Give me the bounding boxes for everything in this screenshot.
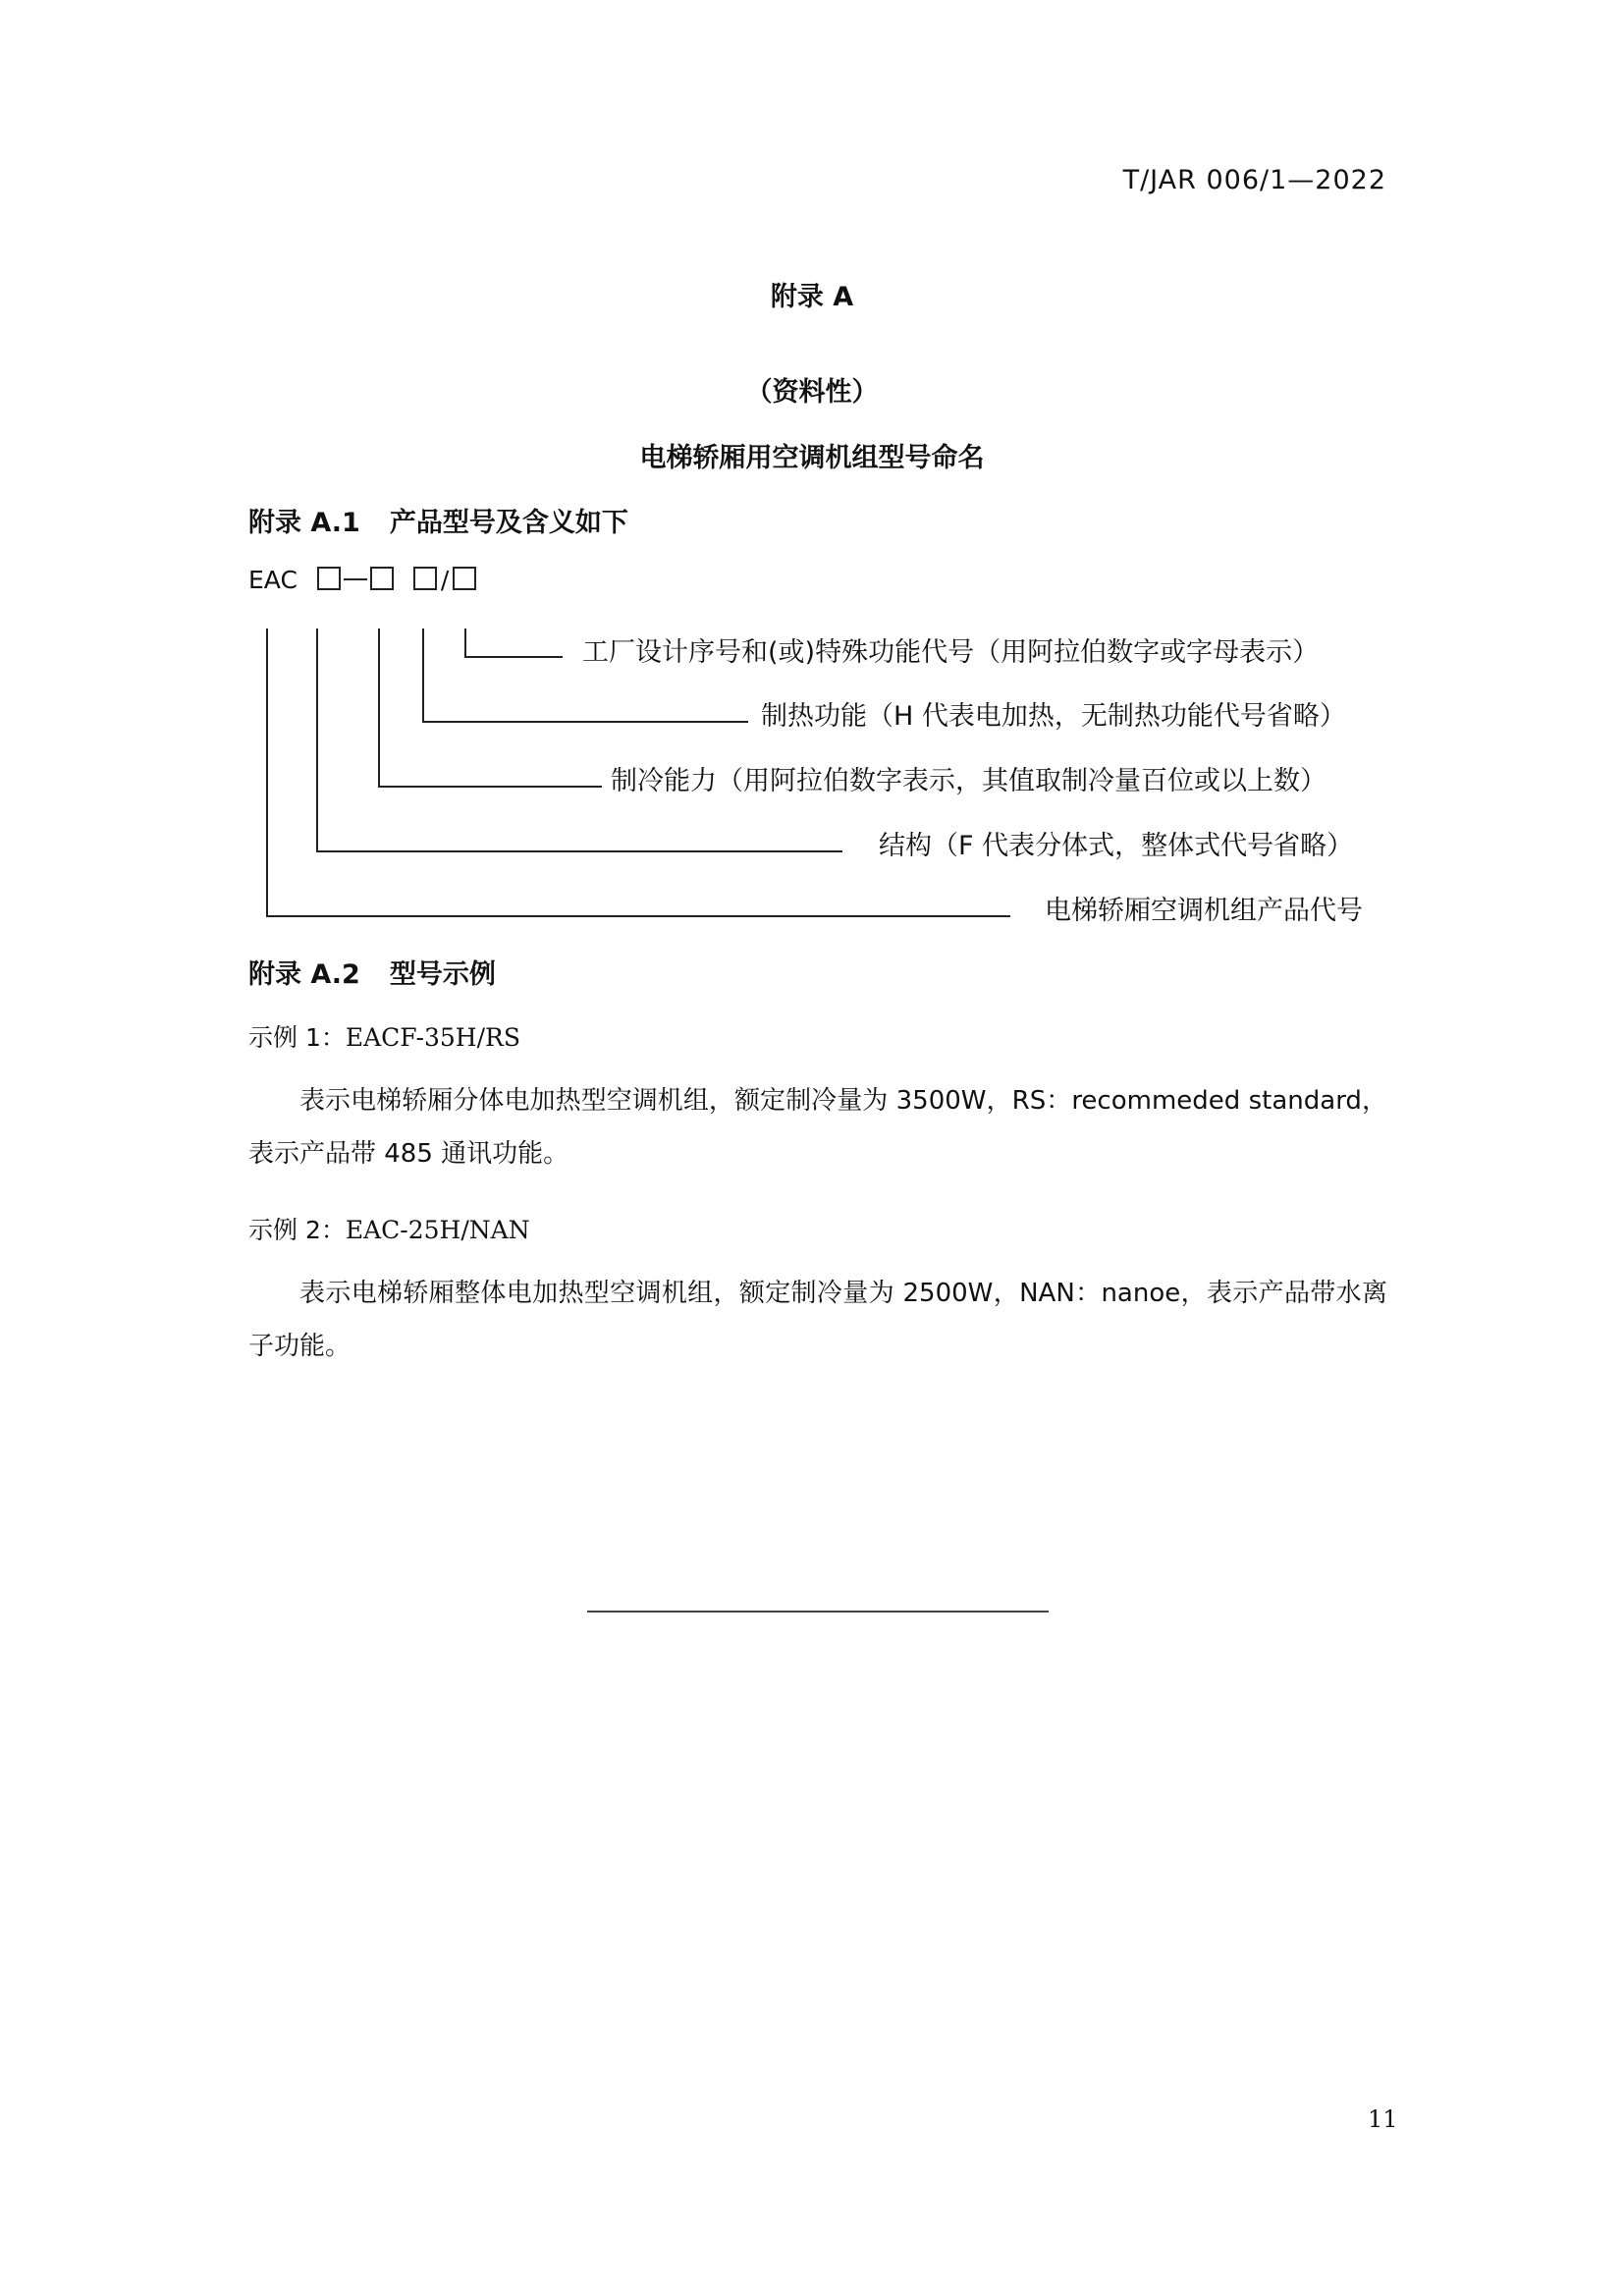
document-code: T/JAR 006/1—2022 (1122, 165, 1386, 195)
example-1-description: 表示电梯轿厢分体电加热型空调机组，额定制冷量为 3500W，RS：recommeded standard，表示产品带 485 通讯功能。 (248, 1086, 1387, 1169)
diagram-label-heating: 制热功能（H 代表电加热，无制热功能代号省略） (761, 701, 1346, 732)
connector-vertical-product (266, 629, 268, 915)
section-a2-heading (248, 953, 496, 991)
appendix-nature: （资料性） (745, 377, 879, 408)
appendix-title: 附录 A (770, 282, 854, 312)
page-number: 11 (1368, 2105, 1398, 2133)
end-of-document-rule (587, 1611, 1049, 1613)
placeholder-box-design (453, 567, 476, 590)
model-format (248, 566, 478, 594)
placeholder-box-capacity (370, 567, 394, 590)
model-slash: / (440, 566, 450, 594)
example-2-code: EAC-25H/NAN (345, 1216, 530, 1244)
section-a1-heading (248, 501, 628, 539)
connector-horizontal-structure (316, 850, 842, 852)
placeholder-box-structure (317, 567, 341, 590)
placeholder-box-heating (413, 567, 437, 590)
appendix-heading: 电梯轿厢用空调机组型号命名 (639, 443, 985, 473)
diagram-label-structure: 结构（F 代表分体式，整体式代号省略） (879, 831, 1354, 861)
connector-horizontal-heating (422, 721, 748, 723)
connector-horizontal-product (266, 915, 1010, 917)
connector-vertical-heating (422, 629, 424, 721)
example-1-code: EACF-35H/RS (345, 1023, 520, 1052)
example-2-label (248, 1211, 530, 1246)
section-a2-number: 附录 A.2 (248, 959, 360, 990)
connector-vertical-design (464, 629, 466, 656)
connector-horizontal-design (464, 656, 563, 658)
example-1-label (248, 1018, 520, 1054)
example-1-prefix: 示例 1： (248, 1023, 346, 1052)
section-a1-number: 附录 A.1 (248, 508, 360, 538)
model-dash (344, 578, 367, 580)
example-2-prefix: 示例 2： (248, 1216, 346, 1244)
section-a1-title: 产品型号及含义如下 (389, 508, 628, 538)
model-prefix: EAC (248, 566, 298, 594)
connector-horizontal-capacity (378, 786, 602, 788)
diagram-label-design-code: 工厂设计序号和(或)特殊功能代号（用阿拉伯数字或字母表示） (582, 637, 1320, 668)
diagram-label-product-code: 电梯轿厢空调机组产品代号 (1045, 896, 1363, 926)
section-a2-title: 型号示例 (389, 959, 496, 990)
connector-vertical-capacity (378, 629, 380, 786)
connector-vertical-structure (316, 629, 318, 850)
example-2-description: 表示电梯轿厢整体电加热型空调机组，额定制冷量为 2500W，NAN：nanoe，表示产品带水离子功能。 (248, 1279, 1387, 1361)
diagram-label-capacity: 制冷能力（用阿拉伯数字表示，其值取制冷量百位或以上数） (611, 766, 1326, 796)
